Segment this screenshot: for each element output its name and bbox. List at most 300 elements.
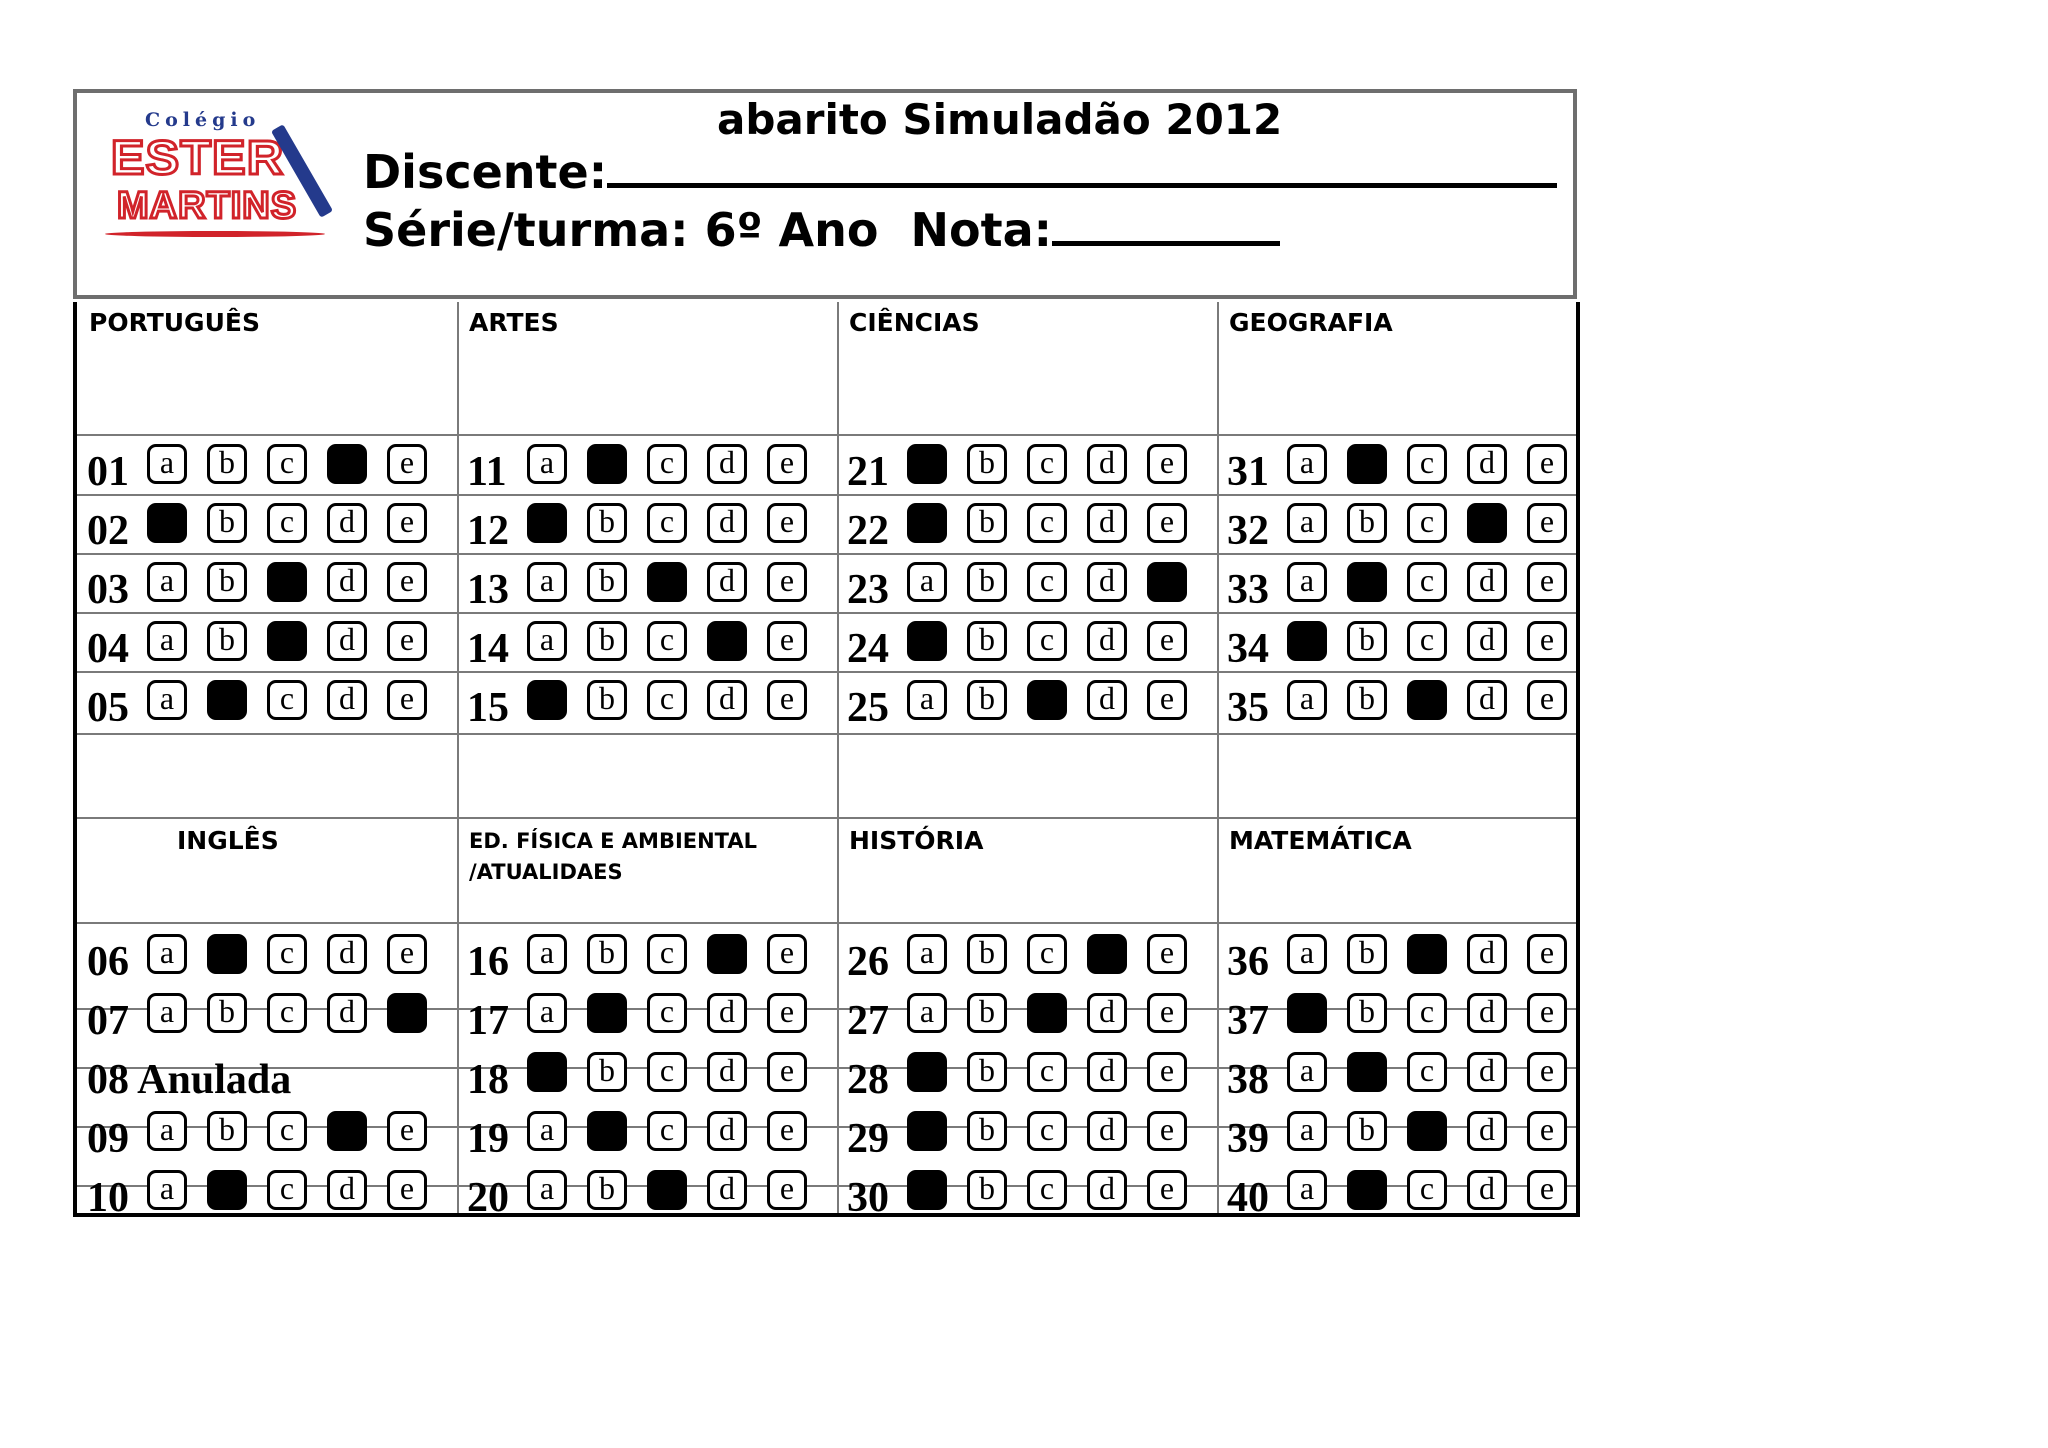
logo-swoosh [105, 231, 325, 237]
option-e-bubble[interactable]: e [767, 621, 807, 661]
option-d-marked-bubble[interactable] [327, 1111, 367, 1151]
option-b-bubble[interactable]: b [587, 934, 627, 974]
option-e-bubble[interactable]: e [1527, 1170, 1567, 1210]
option-a-marked-bubble[interactable] [907, 621, 947, 661]
option-b-bubble[interactable]: b [967, 934, 1007, 974]
option-a-marked-bubble[interactable] [1287, 621, 1327, 661]
question-row [457, 617, 837, 675]
option-b-bubble[interactable]: b [967, 680, 1007, 720]
option-b-bubble[interactable]: b [587, 1052, 627, 1092]
option-e-bubble[interactable]: e [387, 562, 427, 602]
option-d-bubble[interactable]: d [1087, 562, 1127, 602]
question-row [837, 1048, 1217, 1106]
question-number: 30 [847, 1175, 889, 1221]
option-e-bubble[interactable]: e [767, 1052, 807, 1092]
question-number: 01 [87, 449, 129, 495]
option-e-bubble[interactable]: e [1147, 1170, 1187, 1210]
option-a-bubble[interactable]: a [907, 934, 947, 974]
question-number: 16 [467, 939, 509, 985]
option-d-bubble[interactable]: d [707, 444, 747, 484]
option-b-bubble[interactable]: b [1347, 680, 1387, 720]
option-c-marked-bubble[interactable] [267, 621, 307, 661]
option-a-bubble[interactable]: a [527, 562, 567, 602]
question-row [77, 676, 457, 734]
option-a-marked-bubble[interactable] [907, 444, 947, 484]
option-d-bubble[interactable]: d [1087, 1111, 1127, 1151]
question-number: 39 [1227, 1116, 1269, 1162]
option-e-bubble[interactable]: e [767, 993, 807, 1033]
option-a-bubble[interactable]: a [527, 934, 567, 974]
option-a-bubble[interactable]: a [527, 993, 567, 1033]
option-a-bubble[interactable]: a [907, 680, 947, 720]
option-e-bubble[interactable]: e [767, 680, 807, 720]
subject-label: CIÊNCIAS [849, 308, 980, 337]
option-b-bubble[interactable]: b [587, 621, 627, 661]
option-c-bubble[interactable]: c [1027, 444, 1067, 484]
option-d-bubble[interactable]: d [327, 562, 367, 602]
logo-text-line2: MARTINS [117, 185, 298, 227]
question-row [77, 440, 457, 498]
option-b-bubble[interactable]: b [1347, 503, 1387, 543]
option-e-bubble[interactable]: e [1147, 503, 1187, 543]
question-row [837, 558, 1217, 616]
question-number: 14 [467, 626, 509, 672]
option-c-bubble[interactable]: c [1407, 1052, 1447, 1092]
option-c-bubble[interactable]: c [1027, 503, 1067, 543]
question-number: 20 [467, 1175, 509, 1221]
option-d-marked-bubble[interactable] [327, 444, 367, 484]
option-e-bubble[interactable]: e [1527, 1111, 1567, 1151]
question-row [837, 676, 1217, 734]
question-row [457, 499, 837, 557]
option-c-bubble[interactable]: c [647, 993, 687, 1033]
option-c-bubble[interactable]: c [647, 444, 687, 484]
question-row [1217, 1048, 1597, 1106]
option-a-bubble[interactable]: a [527, 1170, 567, 1210]
option-d-bubble[interactable]: d [1467, 1170, 1507, 1210]
option-c-bubble[interactable]: c [1027, 1170, 1067, 1210]
question-row [77, 1107, 457, 1165]
serie-line [363, 203, 1280, 257]
question-row [77, 989, 457, 1047]
question-row [457, 1048, 837, 1106]
option-c-bubble[interactable]: c [1027, 934, 1067, 974]
subject-label: HISTÓRIA [849, 826, 984, 855]
option-c-bubble[interactable]: c [647, 680, 687, 720]
option-d-bubble[interactable]: d [1087, 444, 1127, 484]
option-d-bubble[interactable]: d [327, 680, 367, 720]
option-d-bubble[interactable]: d [1467, 934, 1507, 974]
sheet-title: abarito Simuladão 2012 [717, 95, 1283, 144]
option-d-bubble[interactable]: d [1467, 1052, 1507, 1092]
option-b-marked-bubble[interactable] [587, 993, 627, 1033]
subject-label: INGLÊS [177, 826, 279, 855]
option-b-bubble[interactable]: b [587, 503, 627, 543]
option-e-bubble[interactable]: e [767, 562, 807, 602]
option-a-marked-bubble[interactable] [907, 1052, 947, 1092]
option-b-bubble[interactable]: b [587, 562, 627, 602]
option-b-bubble[interactable]: b [1347, 993, 1387, 1033]
option-b-bubble[interactable]: b [967, 1170, 1007, 1210]
question-number: 15 [467, 685, 509, 731]
option-a-bubble[interactable]: a [1287, 680, 1327, 720]
option-c-bubble[interactable]: c [267, 680, 307, 720]
option-c-bubble[interactable]: c [1407, 562, 1447, 602]
question-row [77, 558, 457, 616]
question-number: 17 [467, 998, 509, 1044]
option-c-bubble[interactable]: c [1027, 1111, 1067, 1151]
option-d-marked-bubble[interactable] [1087, 934, 1127, 974]
question-number: 36 [1227, 939, 1269, 985]
question-number: 21 [847, 449, 889, 495]
option-a-bubble[interactable]: a [147, 562, 187, 602]
question-number: 34 [1227, 626, 1269, 672]
row-divider [77, 922, 1576, 924]
question-number: 25 [847, 685, 889, 731]
subject-label: PORTUGUÊS [89, 308, 260, 337]
option-e-marked-bubble[interactable] [387, 993, 427, 1033]
option-c-bubble[interactable]: c [267, 1170, 307, 1210]
option-a-bubble[interactable]: a [147, 1170, 187, 1210]
option-a-marked-bubble[interactable] [147, 503, 187, 543]
option-d-bubble[interactable]: d [327, 621, 367, 661]
option-e-bubble[interactable]: e [1527, 934, 1567, 974]
discente-field[interactable] [607, 145, 1557, 188]
option-d-bubble[interactable]: d [707, 562, 747, 602]
question-row [837, 989, 1217, 1047]
option-c-bubble[interactable]: c [647, 934, 687, 974]
option-c-marked-bubble[interactable] [1027, 993, 1067, 1033]
option-c-bubble[interactable]: c [1407, 993, 1447, 1033]
option-d-bubble[interactable]: d [327, 993, 367, 1033]
question-number: 31 [1227, 449, 1269, 495]
option-a-bubble[interactable]: a [1287, 934, 1327, 974]
option-d-bubble[interactable]: d [327, 1170, 367, 1210]
option-e-bubble[interactable]: e [1527, 503, 1567, 543]
question-row [77, 1048, 457, 1106]
option-c-marked-bubble[interactable] [1027, 680, 1067, 720]
option-e-bubble[interactable]: e [1527, 621, 1567, 661]
option-a-bubble[interactable]: a [907, 562, 947, 602]
option-b-bubble[interactable]: b [587, 680, 627, 720]
option-b-bubble[interactable]: b [967, 444, 1007, 484]
option-b-bubble[interactable]: b [967, 1052, 1007, 1092]
option-c-marked-bubble[interactable] [1407, 680, 1447, 720]
question-number: 11 [467, 449, 507, 495]
option-a-marked-bubble[interactable] [527, 1052, 567, 1092]
discente-label: Discente: [363, 145, 608, 199]
option-e-bubble[interactable]: e [767, 934, 807, 974]
question-number: 12 [467, 508, 509, 554]
question-number: 27 [847, 998, 889, 1044]
row-divider [77, 434, 1576, 436]
question-row [1217, 1107, 1597, 1165]
option-e-bubble[interactable]: e [1147, 934, 1187, 974]
question-row [457, 440, 837, 498]
option-e-bubble[interactable]: e [1527, 1052, 1567, 1092]
option-c-marked-bubble[interactable] [647, 562, 687, 602]
option-c-bubble[interactable]: c [1407, 503, 1447, 543]
subject-label: MATEMÁTICA [1229, 826, 1412, 855]
option-c-bubble[interactable]: c [1407, 1170, 1447, 1210]
option-e-bubble[interactable]: e [387, 621, 427, 661]
option-d-bubble[interactable]: d [1467, 444, 1507, 484]
question-row [1217, 930, 1597, 988]
question-row [457, 676, 837, 734]
option-c-bubble[interactable]: c [647, 1111, 687, 1151]
option-a-marked-bubble[interactable] [527, 503, 567, 543]
question-number: 13 [467, 567, 509, 613]
subject-label: ED. FÍSICA E AMBIENTAL /ATUALIDAES [469, 829, 758, 884]
option-b-marked-bubble[interactable] [1347, 1052, 1387, 1092]
option-e-bubble[interactable]: e [387, 1170, 427, 1210]
option-e-bubble[interactable]: e [1147, 621, 1187, 661]
option-d-bubble[interactable]: d [1467, 1111, 1507, 1151]
question-number: 10 [87, 1175, 129, 1221]
option-a-bubble[interactable]: a [1287, 1052, 1327, 1092]
option-b-marked-bubble[interactable] [587, 1111, 627, 1151]
question-number: 29 [847, 1116, 889, 1162]
option-d-bubble[interactable]: d [1467, 562, 1507, 602]
question-row [77, 617, 457, 675]
question-row [1217, 499, 1597, 557]
option-a-bubble[interactable]: a [527, 444, 567, 484]
option-a-bubble[interactable]: a [147, 621, 187, 661]
question-number: 37 [1227, 998, 1269, 1044]
option-e-bubble[interactable]: e [1527, 680, 1567, 720]
option-a-bubble[interactable]: a [527, 621, 567, 661]
question-row [837, 1166, 1217, 1224]
option-e-marked-bubble[interactable] [1147, 562, 1187, 602]
option-c-marked-bubble[interactable] [1407, 1111, 1447, 1151]
option-b-marked-bubble[interactable] [207, 1170, 247, 1210]
option-d-bubble[interactable]: d [1467, 621, 1507, 661]
option-b-marked-bubble[interactable] [207, 680, 247, 720]
annulled-question-label: 08 Anulada [87, 1057, 292, 1103]
option-b-bubble[interactable]: b [207, 1111, 247, 1151]
question-row [1217, 989, 1597, 1047]
option-d-bubble[interactable]: d [1087, 1170, 1127, 1210]
option-a-bubble[interactable]: a [147, 934, 187, 974]
question-row [457, 558, 837, 616]
question-number: 07 [87, 998, 129, 1044]
option-a-bubble[interactable]: a [147, 444, 187, 484]
subject-label: GEOGRAFIA [1229, 308, 1393, 337]
option-c-bubble[interactable]: c [1027, 621, 1067, 661]
option-e-bubble[interactable]: e [1147, 1052, 1187, 1092]
option-c-marked-bubble[interactable] [1407, 934, 1447, 974]
option-e-bubble[interactable]: e [1147, 1111, 1187, 1151]
option-c-bubble[interactable]: c [647, 503, 687, 543]
question-row [77, 499, 457, 557]
option-c-bubble[interactable]: c [1027, 562, 1067, 602]
question-row [1217, 558, 1597, 616]
option-d-marked-bubble[interactable] [707, 621, 747, 661]
question-row [457, 989, 837, 1047]
question-number: 04 [87, 626, 129, 672]
option-b-bubble[interactable]: b [587, 1170, 627, 1210]
question-number: 40 [1227, 1175, 1269, 1221]
option-e-bubble[interactable]: e [767, 1111, 807, 1151]
option-d-marked-bubble[interactable] [1467, 503, 1507, 543]
option-a-marked-bubble[interactable] [1287, 993, 1327, 1033]
option-d-bubble[interactable]: d [1087, 621, 1127, 661]
discente-line [363, 145, 1557, 199]
option-b-bubble[interactable]: b [1347, 1111, 1387, 1151]
nota-field[interactable] [1052, 203, 1280, 246]
school-logo [105, 103, 335, 243]
subject-label: ARTES [469, 308, 559, 337]
option-a-bubble[interactable]: a [1287, 562, 1327, 602]
option-e-bubble[interactable]: e [1147, 680, 1187, 720]
option-b-bubble[interactable]: b [207, 503, 247, 543]
option-d-marked-bubble[interactable] [707, 934, 747, 974]
option-b-bubble[interactable]: b [207, 444, 247, 484]
question-row [77, 930, 457, 988]
serie-label: Série/turma: 6º Ano Nota: [363, 203, 1053, 257]
option-b-bubble[interactable]: b [967, 621, 1007, 661]
option-b-bubble[interactable]: b [967, 1111, 1007, 1151]
option-b-bubble[interactable]: b [1347, 621, 1387, 661]
option-b-bubble[interactable]: b [207, 993, 247, 1033]
question-number: 02 [87, 508, 129, 554]
option-a-marked-bubble[interactable] [907, 1170, 947, 1210]
option-d-bubble[interactable]: d [707, 680, 747, 720]
option-c-bubble[interactable]: c [1407, 444, 1447, 484]
question-row [457, 1107, 837, 1165]
question-row [1217, 440, 1597, 498]
option-a-marked-bubble[interactable] [907, 503, 947, 543]
option-c-bubble[interactable]: c [647, 621, 687, 661]
question-number: 05 [87, 685, 129, 731]
question-number: 03 [87, 567, 129, 613]
option-e-bubble[interactable]: e [1527, 993, 1567, 1033]
logo-text-small: Colégio [145, 109, 261, 131]
question-row [1217, 676, 1597, 734]
option-d-bubble[interactable]: d [1467, 993, 1507, 1033]
question-number: 09 [87, 1116, 129, 1162]
option-c-marked-bubble[interactable] [267, 562, 307, 602]
question-row [1217, 1166, 1597, 1224]
question-number: 35 [1227, 685, 1269, 731]
option-b-marked-bubble[interactable] [207, 934, 247, 974]
header-box [73, 89, 1577, 299]
option-d-bubble[interactable]: d [1467, 680, 1507, 720]
question-number: 19 [467, 1116, 509, 1162]
option-c-bubble[interactable]: c [267, 993, 307, 1033]
option-c-bubble[interactable]: c [267, 934, 307, 974]
question-number: 38 [1227, 1057, 1269, 1103]
question-row [1217, 617, 1597, 675]
option-c-bubble[interactable]: c [1027, 1052, 1067, 1092]
answer-grid [73, 302, 1580, 1221]
option-e-bubble[interactable]: e [387, 1111, 427, 1151]
option-c-marked-bubble[interactable] [647, 1170, 687, 1210]
option-b-marked-bubble[interactable] [1347, 562, 1387, 602]
option-e-bubble[interactable]: e [1147, 993, 1187, 1033]
question-number: 33 [1227, 567, 1269, 613]
option-d-bubble[interactable]: d [1087, 680, 1127, 720]
question-row [837, 930, 1217, 988]
option-a-bubble[interactable]: a [907, 993, 947, 1033]
option-c-bubble[interactable]: c [267, 444, 307, 484]
option-b-bubble[interactable]: b [967, 993, 1007, 1033]
option-e-bubble[interactable]: e [767, 1170, 807, 1210]
question-row [837, 499, 1217, 557]
option-b-bubble[interactable]: b [967, 503, 1007, 543]
option-d-bubble[interactable]: d [707, 1111, 747, 1151]
question-row [457, 1166, 837, 1224]
option-a-bubble[interactable]: a [147, 1111, 187, 1151]
question-row [837, 617, 1217, 675]
question-number: 28 [847, 1057, 889, 1103]
option-b-marked-bubble[interactable] [587, 444, 627, 484]
option-d-bubble[interactable]: d [707, 1170, 747, 1210]
option-a-bubble[interactable]: a [527, 1111, 567, 1151]
row-divider [77, 817, 1576, 819]
option-b-marked-bubble[interactable] [1347, 1170, 1387, 1210]
question-number: 24 [847, 626, 889, 672]
option-a-bubble[interactable]: a [1287, 444, 1327, 484]
option-e-bubble[interactable]: e [1527, 562, 1567, 602]
option-b-bubble[interactable]: b [967, 562, 1007, 602]
option-e-bubble[interactable]: e [767, 444, 807, 484]
option-c-bubble[interactable]: c [647, 1052, 687, 1092]
question-number: 06 [87, 939, 129, 985]
option-c-bubble[interactable]: c [267, 1111, 307, 1151]
option-d-bubble[interactable]: d [707, 993, 747, 1033]
question-row [77, 1166, 457, 1224]
question-row [457, 930, 837, 988]
option-d-bubble[interactable]: d [707, 503, 747, 543]
option-d-bubble[interactable]: d [327, 934, 367, 974]
logo-text-line1: ESTER [110, 132, 285, 185]
option-e-bubble[interactable]: e [387, 934, 427, 974]
option-b-marked-bubble[interactable] [1347, 444, 1387, 484]
option-a-bubble[interactable]: a [147, 680, 187, 720]
option-a-bubble[interactable]: a [1287, 1170, 1327, 1210]
option-b-bubble[interactable]: b [207, 621, 247, 661]
option-d-bubble[interactable]: d [1087, 993, 1127, 1033]
option-a-marked-bubble[interactable] [907, 1111, 947, 1151]
question-row [837, 440, 1217, 498]
option-b-bubble[interactable]: b [1347, 934, 1387, 974]
option-e-bubble[interactable]: e [387, 503, 427, 543]
question-number: 18 [467, 1057, 509, 1103]
question-number: 22 [847, 508, 889, 554]
option-b-bubble[interactable]: b [207, 562, 247, 602]
option-d-bubble[interactable]: d [327, 503, 367, 543]
option-a-bubble[interactable]: a [1287, 503, 1327, 543]
option-a-marked-bubble[interactable] [527, 680, 567, 720]
option-e-bubble[interactable]: e [387, 680, 427, 720]
option-d-bubble[interactable]: d [1087, 503, 1127, 543]
question-row [837, 1107, 1217, 1165]
question-number: 32 [1227, 508, 1269, 554]
question-number: 26 [847, 939, 889, 985]
question-number: 23 [847, 567, 889, 613]
option-a-bubble[interactable]: a [147, 993, 187, 1033]
option-a-bubble[interactable]: a [1287, 1111, 1327, 1151]
option-e-bubble[interactable]: e [1527, 444, 1567, 484]
option-e-bubble[interactable]: e [767, 503, 807, 543]
option-c-bubble[interactable]: c [267, 503, 307, 543]
option-c-bubble[interactable]: c [1407, 621, 1447, 661]
option-e-bubble[interactable]: e [387, 444, 427, 484]
option-e-bubble[interactable]: e [1147, 444, 1187, 484]
option-d-bubble[interactable]: d [1087, 1052, 1127, 1092]
option-d-bubble[interactable]: d [707, 1052, 747, 1092]
